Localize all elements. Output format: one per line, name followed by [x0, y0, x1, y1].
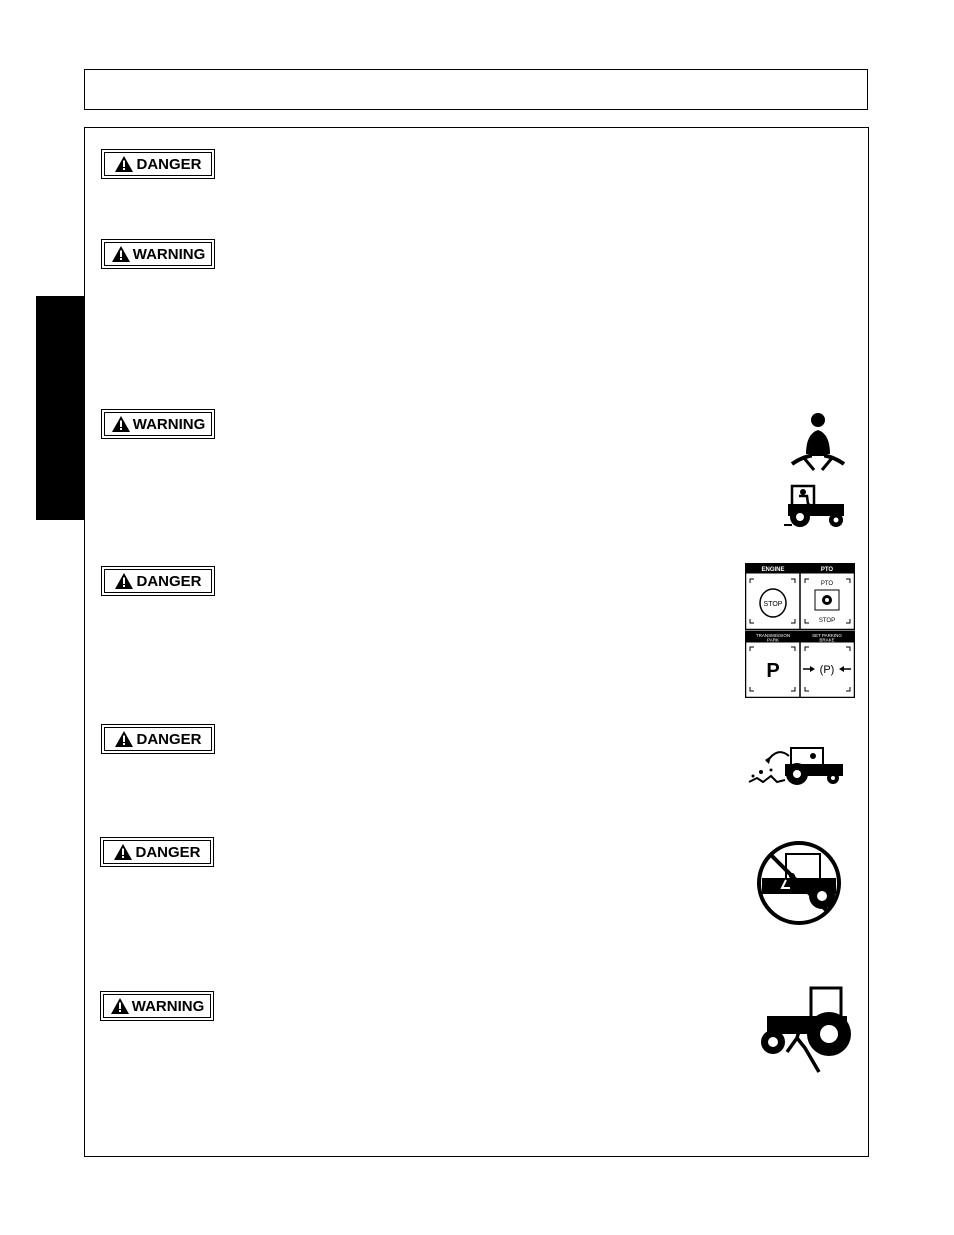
danger-label: DANGER	[135, 843, 201, 861]
warning-label: WARNING	[131, 997, 205, 1015]
mower-debris-icon	[747, 742, 845, 790]
page-header-box	[84, 69, 868, 110]
danger-label: DANGER	[136, 155, 202, 173]
alert-triangle-icon	[114, 572, 134, 590]
danger-badge-2	[101, 566, 215, 596]
no-riders-icon	[756, 840, 842, 926]
parking-brake-symbol: (P)	[819, 664, 835, 676]
warning-label: WARNING	[132, 245, 206, 263]
danger-badge-1	[101, 149, 215, 179]
warning-badge-2	[101, 409, 215, 439]
parking-brake-caption-2: BRAKE	[819, 637, 835, 643]
stop-controls-icon	[745, 563, 855, 698]
park-p-symbol: P	[766, 660, 780, 682]
pto-stop-text: STOP	[818, 618, 836, 624]
alert-triangle-icon	[114, 730, 134, 748]
alert-triangle-icon	[113, 843, 133, 861]
alert-triangle-icon	[111, 245, 131, 263]
seatbelt-icon	[788, 410, 848, 472]
danger-label: DANGER	[136, 730, 202, 748]
runover-hazard-icon	[759, 986, 853, 1076]
tractor-operator-icon	[784, 484, 848, 530]
danger-badge-4	[100, 837, 214, 867]
parking-brake-caption-1: SET PARKING	[812, 633, 842, 638]
transmission-caption: TRANSMISSION	[755, 633, 791, 638]
section-tab	[36, 296, 84, 520]
engine-stop-text: STOP	[763, 601, 783, 608]
pto-caption: PTO	[820, 567, 834, 573]
danger-badge-3	[101, 724, 215, 754]
warning-badge-1	[101, 239, 215, 269]
alert-triangle-icon	[110, 997, 130, 1015]
warning-badge-3	[100, 991, 214, 1021]
alert-triangle-icon	[111, 415, 131, 433]
park-caption: PARK	[767, 637, 779, 643]
warning-label: WARNING	[132, 415, 206, 433]
alert-triangle-icon	[114, 155, 134, 173]
danger-label: DANGER	[136, 572, 202, 590]
pto-inner-label: PTO	[820, 581, 834, 587]
engine-caption: ENGINE	[761, 567, 785, 573]
